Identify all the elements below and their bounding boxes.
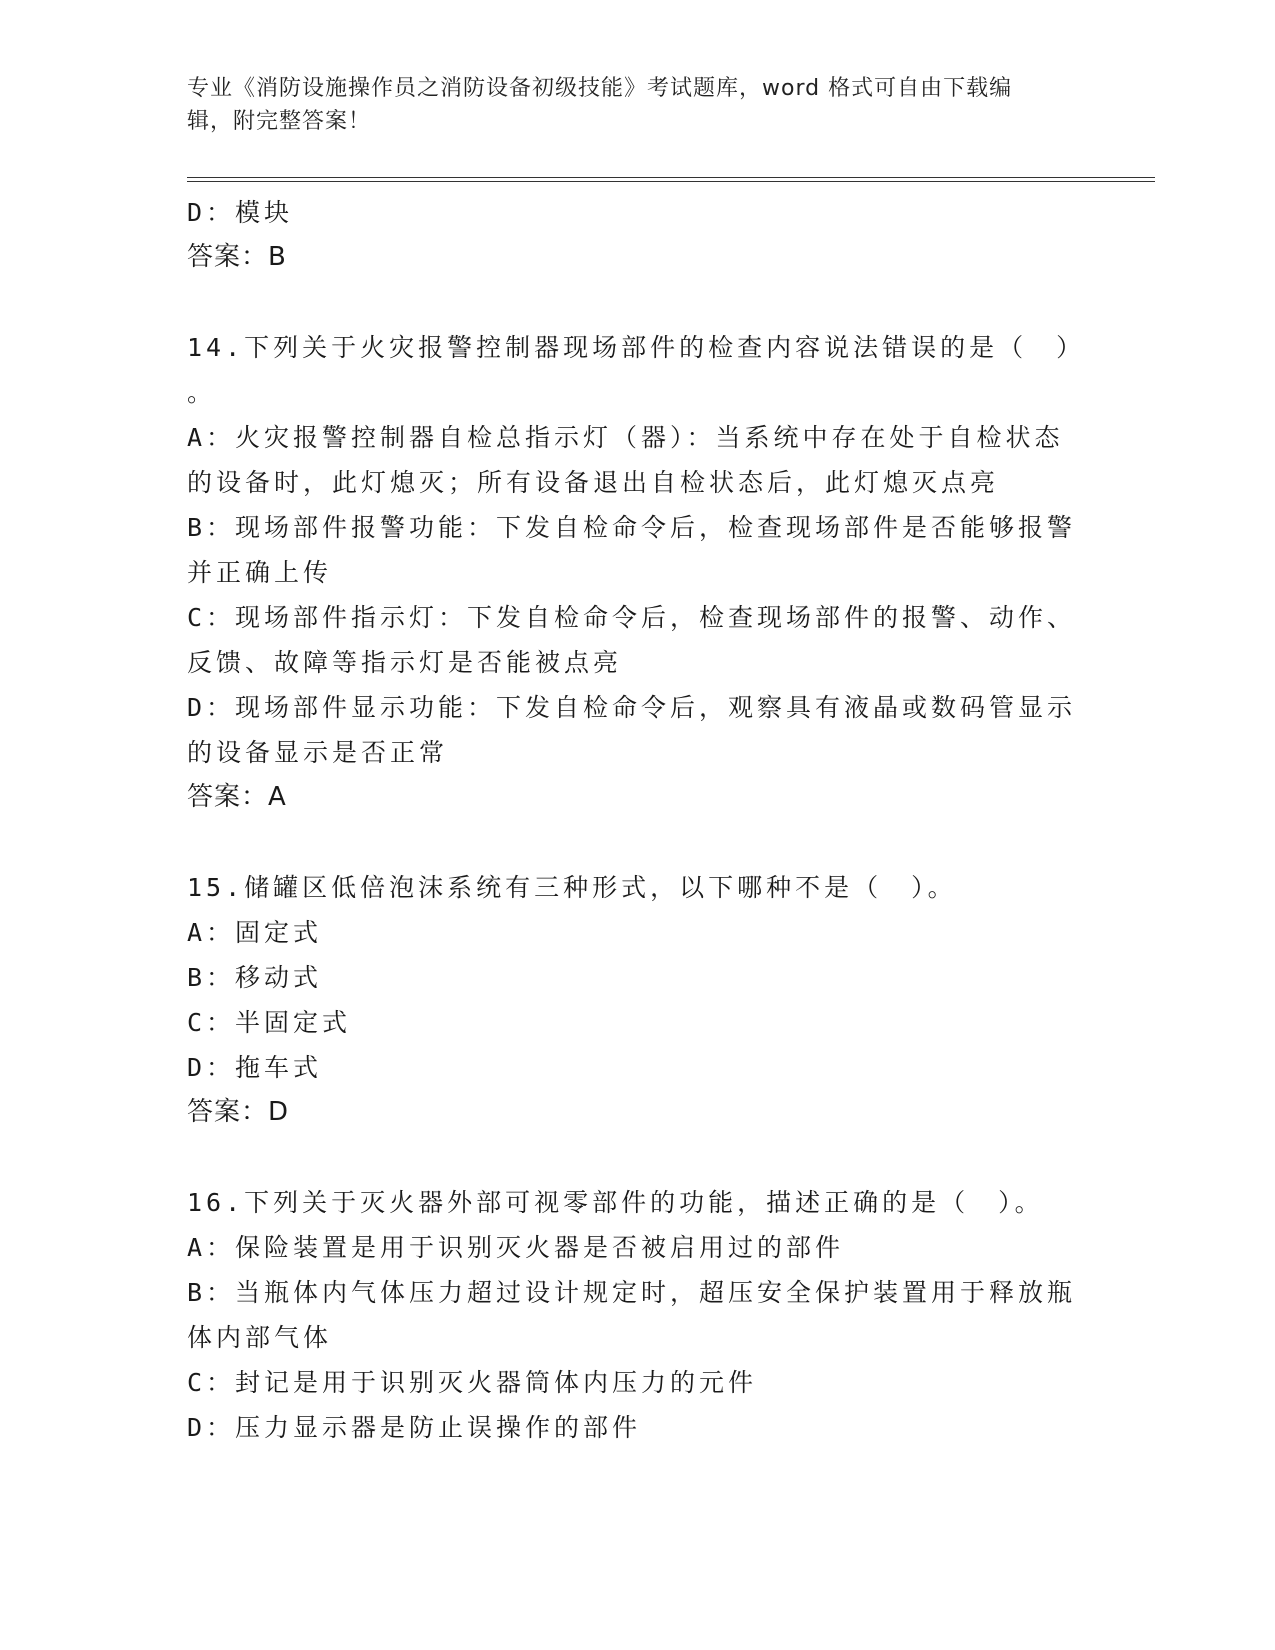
header-divider-top [187,177,1155,178]
q15-option-a: A：固定式 [187,918,323,947]
q14-option-c-line-2: 反馈、故障等指示灯是否能被点亮 [187,648,623,677]
q15-stem: 15.储罐区低倍泡沫系统有三种形式，以下哪种不是（ ）。 [187,873,957,902]
question-16 [187,1180,1087,1450]
q14-option-a-line-2: 的设备时，此灯熄灭；所有设备退出自检状态后，此灯熄灭点亮 [187,468,1000,497]
prev-answer: 答案：B [187,242,287,272]
header-divider-bottom [187,181,1155,182]
q15-option-b: B：移动式 [187,963,323,992]
q15-option-c: C：半固定式 [187,1008,352,1037]
q15-answer: 答案：D [187,1097,290,1127]
question-content [187,190,1087,1450]
header-line-1: 专业《消防设施操作员之消防设备初级技能》考试题库，word 格式可自由下载编 [187,76,1013,101]
q14-option-d-line-1: D：现场部件显示功能：下发自检命令后，观察具有液晶或数码管显示 [187,693,1077,722]
q14-option-d-line-2: 的设备显示是否正常 [187,738,449,767]
question-14 [187,325,1087,820]
q16-option-b-line-2: 体内部气体 [187,1323,333,1352]
page-header [187,72,1067,138]
q16-option-d: D：压力显示器是防止误操作的部件 [187,1413,642,1442]
q14-option-a-line-1: A：火灾报警控制器自检总指示灯（器）：当系统中存在处于自检状态 [187,423,1064,452]
q14-option-c-line-1: C：现场部件指示灯：下发自检命令后，检查现场部件的报警、动作、 [187,603,1077,632]
q15-option-d: D：拖车式 [187,1053,323,1082]
q14-stem-line-2: 。 [187,378,217,407]
q16-option-a: A：保险装置是用于识别灭火器是否被启用过的部件 [187,1233,845,1262]
q16-stem: 16.下列关于灭火器外部可视零部件的功能，描述正确的是（ ）。 [187,1188,1044,1217]
question-15 [187,865,1087,1135]
prev-option-d: D：模块 [187,198,294,227]
q14-option-b-line-1: B：现场部件报警功能：下发自检命令后，检查现场部件是否能够报警 [187,513,1077,542]
q16-option-b-line-1: B：当瓶体内气体压力超过设计规定时，超压安全保护装置用于释放瓶 [187,1278,1077,1307]
q14-stem-line-1: 14.下列关于火灾报警控制器现场部件的检查内容说法错误的是（ ） [187,333,1086,362]
header-line-2: 辑，附完整答案！ [187,109,372,134]
q16-option-c: C：封记是用于识别灭火器筒体内压力的元件 [187,1368,758,1397]
q14-option-b-line-2: 并正确上传 [187,558,333,587]
q14-answer: 答案：A [187,782,287,812]
